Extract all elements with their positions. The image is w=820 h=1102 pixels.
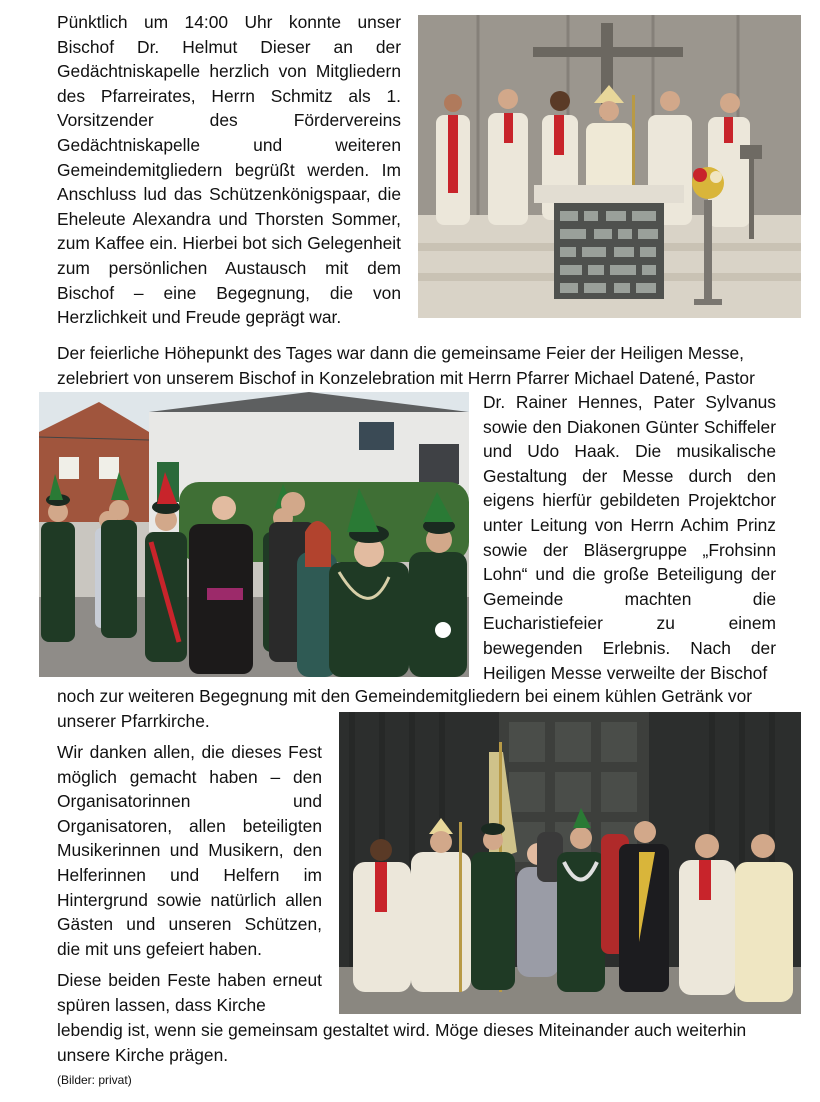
paragraph-mass-tail-2: unserer Pfarrkirche. — [57, 711, 210, 731]
paragraph-conclusion-side: Diese beiden Feste haben erneut spüren lassen, dass Kirche — [57, 970, 322, 1015]
paragraph-conclusion-line-2: unsere Kirche prägen. — [57, 1045, 229, 1065]
paragraph-mass-tail-1: noch zur weiteren Begegnung mit den Gemeindemitgliedern bei einem kühlen Getränk vor — [57, 686, 753, 706]
paragraph-welcome: Pünktlich um 14:00 Uhr konnte unser Bischof Dr. Helmut Dieser an der Gedächtniskapelle herzlich von Mitgliedern des Pfarreirates, Herrn Schmitz als 1. Vorsitzender des Fördervereins Gedächtniskapelle und weiteren Gemeindemitgliedern begrüßt werden. Im Anschluss lud das Schützenkönigspaar, die Eheleute Alexandra und Thorsten Sommer, zum Kaffee ein. Hierbei bot sich Gelegenheit zum persönlichen Austausch mit dem Bischof – eine Begegnung, die von Herzlichkeit und Freude geprägt war. — [57, 12, 401, 328]
paragraph-conclusion-line-1: lebendig ist, wenn sie gemeinsam gestaltet wird. Möge dieses Miteinander auch weiterhin — [57, 1020, 747, 1040]
paragraph-mass-line-1: Der feierliche Höhepunkt des Tages war dann die gemeinsame Feier der Heiligen Messe, — [57, 343, 744, 363]
photo-altar-mass — [418, 15, 801, 318]
photo-credit: (Bilder: privat) — [57, 1073, 132, 1087]
paragraph-mass-side: Dr. Rainer Hennes, Pater Sylvanus sowie den Diakonen Günter Schiffeler und Udo Haak. Die musikalische Gestaltung der Messe durch den eigens hierfür gebildeten Projektchor unter Leitung von Herrn Achim Prinz sowie der Bläsergruppe „Frohsinn Lohn“ und die große Beteiligung der Gemeinde machten die Eucharistiefeier zu einem bewegenden Erlebnis. Nach der Heiligen Messe verweilte der Bischof — [483, 392, 776, 683]
photo-group-church — [339, 712, 801, 1014]
paragraph-mass-line-2: zelebriert von unserem Bischof in Konzelebration mit Herrn Pfarrer Michael Datené, Pastor — [57, 368, 755, 388]
photo-procession — [39, 392, 469, 677]
paragraph-thanks: Wir danken allen, die dieses Fest möglich gemacht haben – den Organisatorinnen und Organisatoren, allen beteiligten Musikerinnen und Musikern, den Helferinnen und Helfern im Hintergrund sowie natürlich allen Gästen und unseren Schützen, die mit uns gefeiert haben. — [57, 742, 322, 959]
